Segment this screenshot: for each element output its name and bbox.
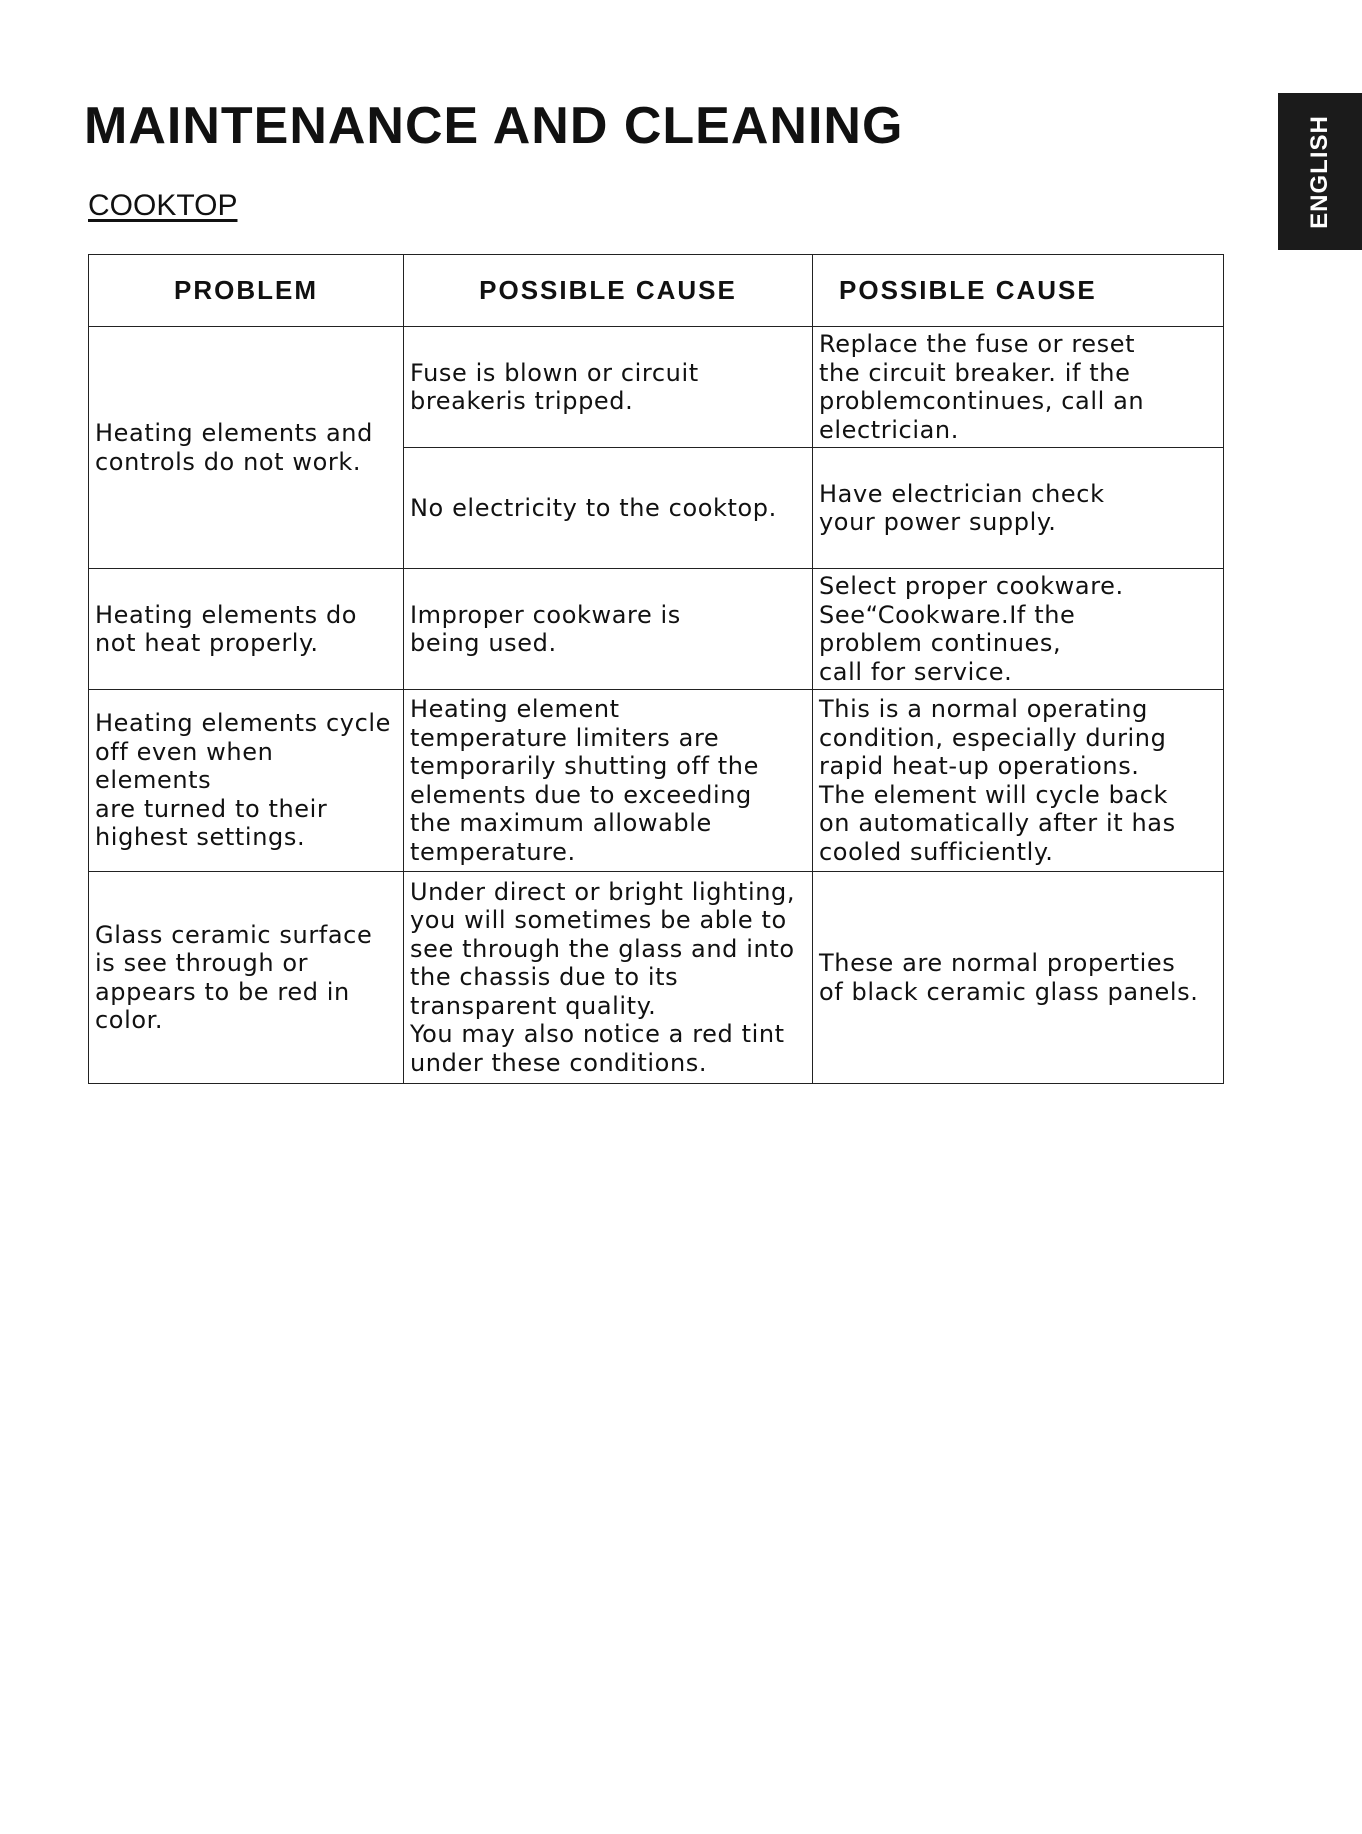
problem-cell: Heating elements do not heat properly. <box>89 569 404 690</box>
table-row <box>89 569 1224 690</box>
solution-cell: Replace the fuse or reset the circuit breaker. if the problemcontinues, call an electrician. <box>813 327 1224 448</box>
cause-cell: No electricity to the cooktop. <box>404 448 813 569</box>
table-row <box>89 327 1224 448</box>
cause-cell: Under direct or bright lighting, you will sometimes be able to see through the glass and into the chassis due to its transparent quality. You may also notice a red tint under these conditions. <box>404 872 813 1084</box>
column-header-solution: POSSIBLE CAUSE <box>813 255 1224 327</box>
column-header-cause: POSSIBLE CAUSE <box>404 255 813 327</box>
problem-cell: Heating elements and controls do not work. <box>89 327 404 569</box>
column-header-problem: PROBLEM <box>89 255 404 327</box>
problem-cell: Glass ceramic surface is see through or appears to be red in color. <box>89 872 404 1084</box>
solution-cell: This is a normal operating condition, especially during rapid heat-up operations. The element will cycle back on automatically after it has cooled sufficiently. <box>813 690 1224 872</box>
cause-cell: Heating element temperature limiters are temporarily shutting off the elements due to exceeding the maximum allowable temperature. <box>404 690 813 872</box>
section-title: COOKTOP <box>88 189 238 222</box>
language-tab-label: ENGLISH <box>1306 114 1333 229</box>
table-row <box>89 690 1224 872</box>
solution-cell: Have electrician check your power supply. <box>813 448 1224 569</box>
solution-cell: Select proper cookware. See“Cookware.If the problem continues, call for service. <box>813 569 1224 690</box>
language-tab <box>1278 93 1362 250</box>
solution-cell: These are normal properties of black ceramic glass panels. <box>813 872 1224 1084</box>
page-title: MAINTENANCE AND CLEANING <box>84 97 904 155</box>
cause-cell: Improper cookware is being used. <box>404 569 813 690</box>
cause-cell: Fuse is blown or circuit breakeris tripped. <box>404 327 813 448</box>
problem-cell: Heating elements cycle off even when elements are turned to their highest settings. <box>89 690 404 872</box>
table-header-row <box>89 255 1224 327</box>
troubleshooting-table <box>88 254 1224 1084</box>
table-row <box>89 872 1224 1084</box>
